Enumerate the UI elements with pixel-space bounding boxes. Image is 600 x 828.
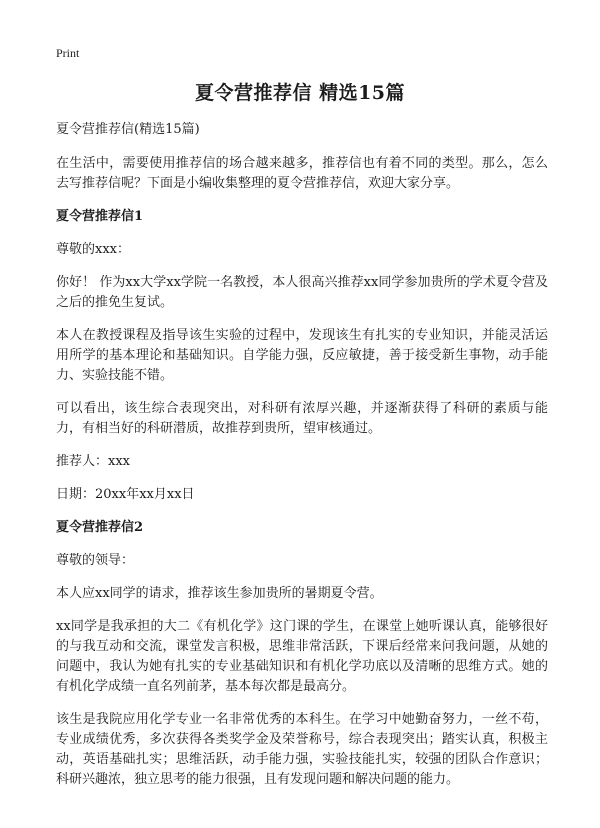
date-line: 日期：20xx年xx月xx日	[56, 487, 195, 502]
section-1-paragraph: 你好！ 作为xx大学xx学院一名教授，本人很高兴推荐xx同学参加贵所的学术夏令营及之后的推免生复试。	[56, 275, 548, 310]
intro-paragraph: 在生活中，需要使用推荐信的场合越来越多，推荐信也有着不同的类型。那么，怎么去写推荐信呢？下面是小编收集整理的夏令营推荐信，欢迎大家分享。	[56, 156, 548, 191]
section-1-paragraph: 本人在教授课程及指导该生实验的过程中，发现该生有扎实的专业知识，并能灵活运用所学的基本理论和基础知识。自学能力强，反应敏捷，善于接受新生事物，动手能力、实验技能不错。	[56, 328, 548, 383]
recommender-line: 推荐人：xxx	[56, 454, 130, 469]
print-link[interactable]: Print	[56, 46, 80, 60]
document-body	[56, 120, 548, 803]
section-heading-1: 夏令营推荐信1	[56, 209, 144, 224]
document-subtitle: 夏令营推荐信(精选15篇)	[56, 122, 200, 137]
salutation-2: 尊敬的领导：	[56, 553, 135, 568]
salutation-1: 尊敬的xxx：	[56, 242, 130, 257]
section-2-paragraph: 本人应xx同学的请求，推荐该生参加贵所的暑期夏令营。	[56, 586, 383, 601]
section-heading-2: 夏令营推荐信2	[56, 520, 144, 535]
page-title: 夏令营推荐信 精选15篇	[194, 82, 406, 104]
section-2-paragraph: 该生是我院应用化学专业一名非常优秀的本科生。在学习中她勤奋努力，一丝不苟，专业成绩优秀，多次获得各类奖学金及荣誉称号，综合表现突出；踏实认真，积极主动，英语基础扎实；思维活跃，动手能力强，实验技能扎实，较强的团队合作意识；科研兴趣浓，独立思考的能力很强，且有发现问题和解决问题的能力。	[56, 712, 548, 787]
section-1-paragraph: 可以看出，该生综合表现突出，对科研有浓厚兴趣，并逐渐获得了科研的素质与能力，有相当好的科研潜质，故推荐到贵所，望审核通过。	[56, 401, 548, 436]
section-2-paragraph: xx同学是我承担的大二《有机化学》这门课的学生，在课堂上她听课认真，能够很好的与我互动和交流，课堂发言积极，思维非常活跃，下课后经常来问我问题，从她的问题中，我认为她有扎实的专业基础知识和有机化学功底以及清晰的思维方式。她的有机化学成绩一直名列前茅，基本每次都是最高分。	[56, 619, 548, 694]
